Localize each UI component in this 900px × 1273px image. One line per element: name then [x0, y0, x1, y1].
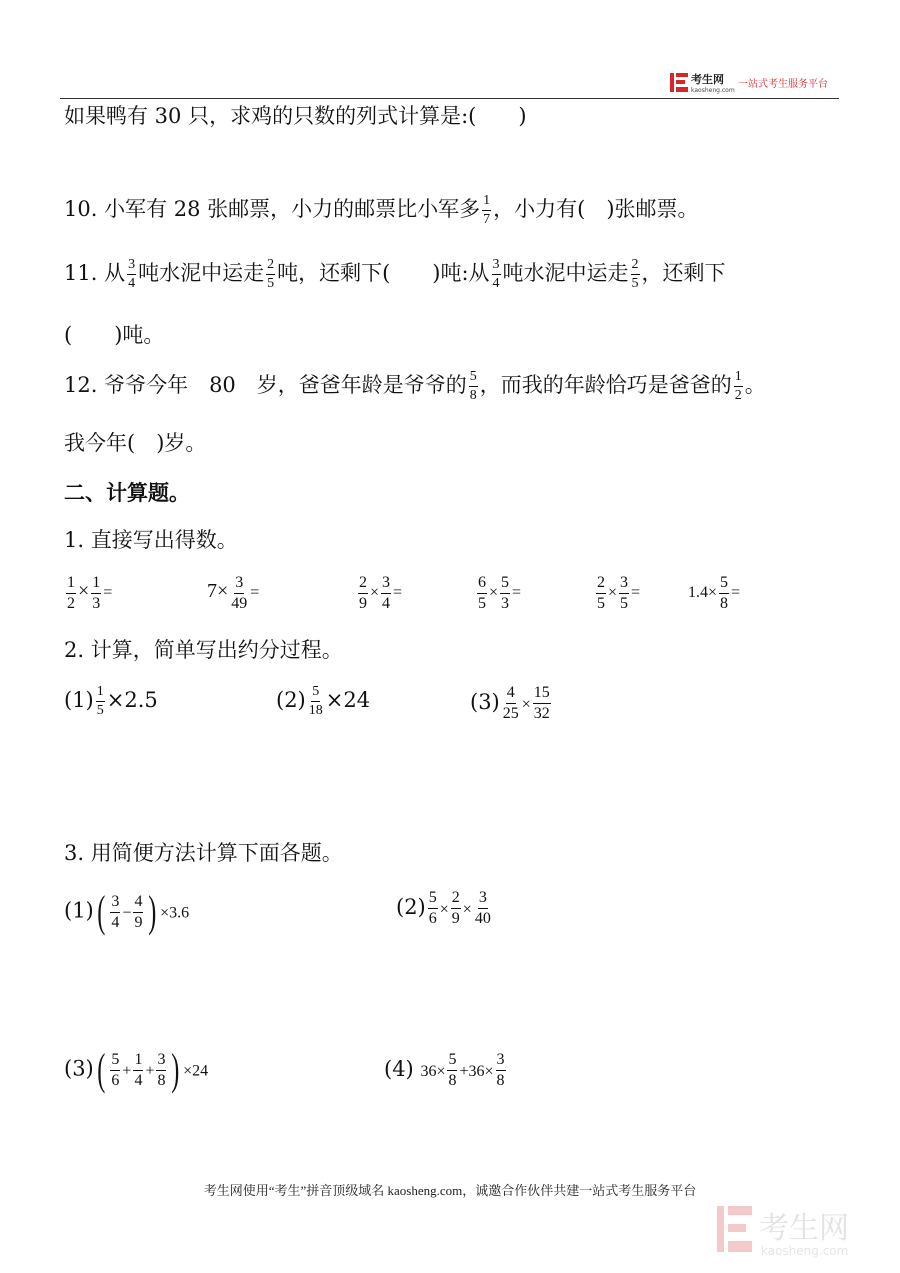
- calc-3-title: 3. 用简便方法计算下面各题。: [64, 841, 343, 865]
- question-12: 12. 爷爷今年 80 岁，爸爸年龄是爷爷的 $\frac{5}{8}$ ，而我的年龄恰巧是爸爸的 $\frac{1}{2}$ 。: [64, 369, 766, 403]
- fraction: $\frac{1}{7}$: [483, 193, 491, 227]
- calc-2-title: 2. 计算，简单写出约分过程。: [64, 638, 343, 662]
- simplify-1: (1) $\frac{1}{5}$ ×2.5: [64, 684, 158, 718]
- section-heading: 二、计算题。: [64, 481, 190, 505]
- easy-calc-4: (4) 36× $\frac{5}{8}$ +36× $\frac{3}{8}$: [384, 1051, 505, 1089]
- simplify-2: (2) $\frac{5}{18}$ ×24: [276, 684, 371, 718]
- watermark-cn: 考生网: [759, 1211, 849, 1246]
- watermark-en: kaosheng.com: [761, 1244, 849, 1258]
- question-10: 10. 小军有 28 张邮票，小力的邮票比小军多 $\frac{1}{7}$ ，小力有( )张邮票。: [64, 193, 699, 227]
- logo-en: kaosheng.com: [691, 87, 735, 94]
- footer-text: 考生网使用“考生”拼音顶级域名 kaosheng.com，诚邀合作伙伴共建一站式考生服务平台: [203, 1183, 697, 1198]
- kaosheng-logo: [670, 72, 840, 94]
- direct-calc-2: 7× $\frac{3}{49}$ =: [207, 574, 260, 612]
- direct-calc-5: $\frac{2}{5}$ × $\frac{3}{5}$ =: [597, 574, 641, 612]
- direct-calc-6: 1.4× $\frac{5}{8}$ =: [688, 574, 741, 612]
- logo-slogan: 一站式考生服务平台: [738, 79, 828, 90]
- calc-1-title: 1. 直接写出得数。: [64, 528, 238, 552]
- easy-calc-1: (1)( $\frac{3}{4}$ − $\frac{4}{9}$ ) ×3.6: [64, 887, 190, 936]
- simplify-3: (3) $\frac{4}{25}$ × $\frac{15}{32}$: [470, 684, 550, 722]
- direct-calc-4: $\frac{6}{5}$ × $\frac{5}{3}$ =: [478, 574, 522, 612]
- direct-calc-1: $\frac{1}{2}$ × $\frac{1}{3}$ =: [67, 574, 113, 612]
- header-rule: [60, 98, 839, 99]
- question-12-continued: 我今年( )岁。: [64, 431, 207, 455]
- q9-continued: 如果鸭有 30 只，求鸡的只数的列式计算是:( ): [64, 104, 527, 128]
- easy-calc-3: (3)( $\frac{5}{6}$ + $\frac{1}{4}$ + $\frac{3}{8}$ ) ×24: [64, 1045, 209, 1094]
- kaosheng-watermark: [715, 1200, 885, 1260]
- easy-calc-2: (2) $\frac{5}{6}$ × $\frac{2}{9}$ × $\frac{3}{40}$: [396, 889, 491, 927]
- logo-cn: 考生网: [691, 73, 724, 86]
- question-11-continued: ( )吨。: [64, 323, 165, 347]
- question-11: 11. 从 $\frac{3}{4}$ 吨水泥中运走 $\frac{2}{5}$ 吨，还剩下( )吨:从 $\frac{3}{4}$ 吨水泥中运走 $\frac{2}{5}$ ，还剩下: [64, 257, 726, 291]
- direct-calc-3: $\frac{2}{9}$ × $\frac{3}{4}$ =: [359, 574, 403, 612]
